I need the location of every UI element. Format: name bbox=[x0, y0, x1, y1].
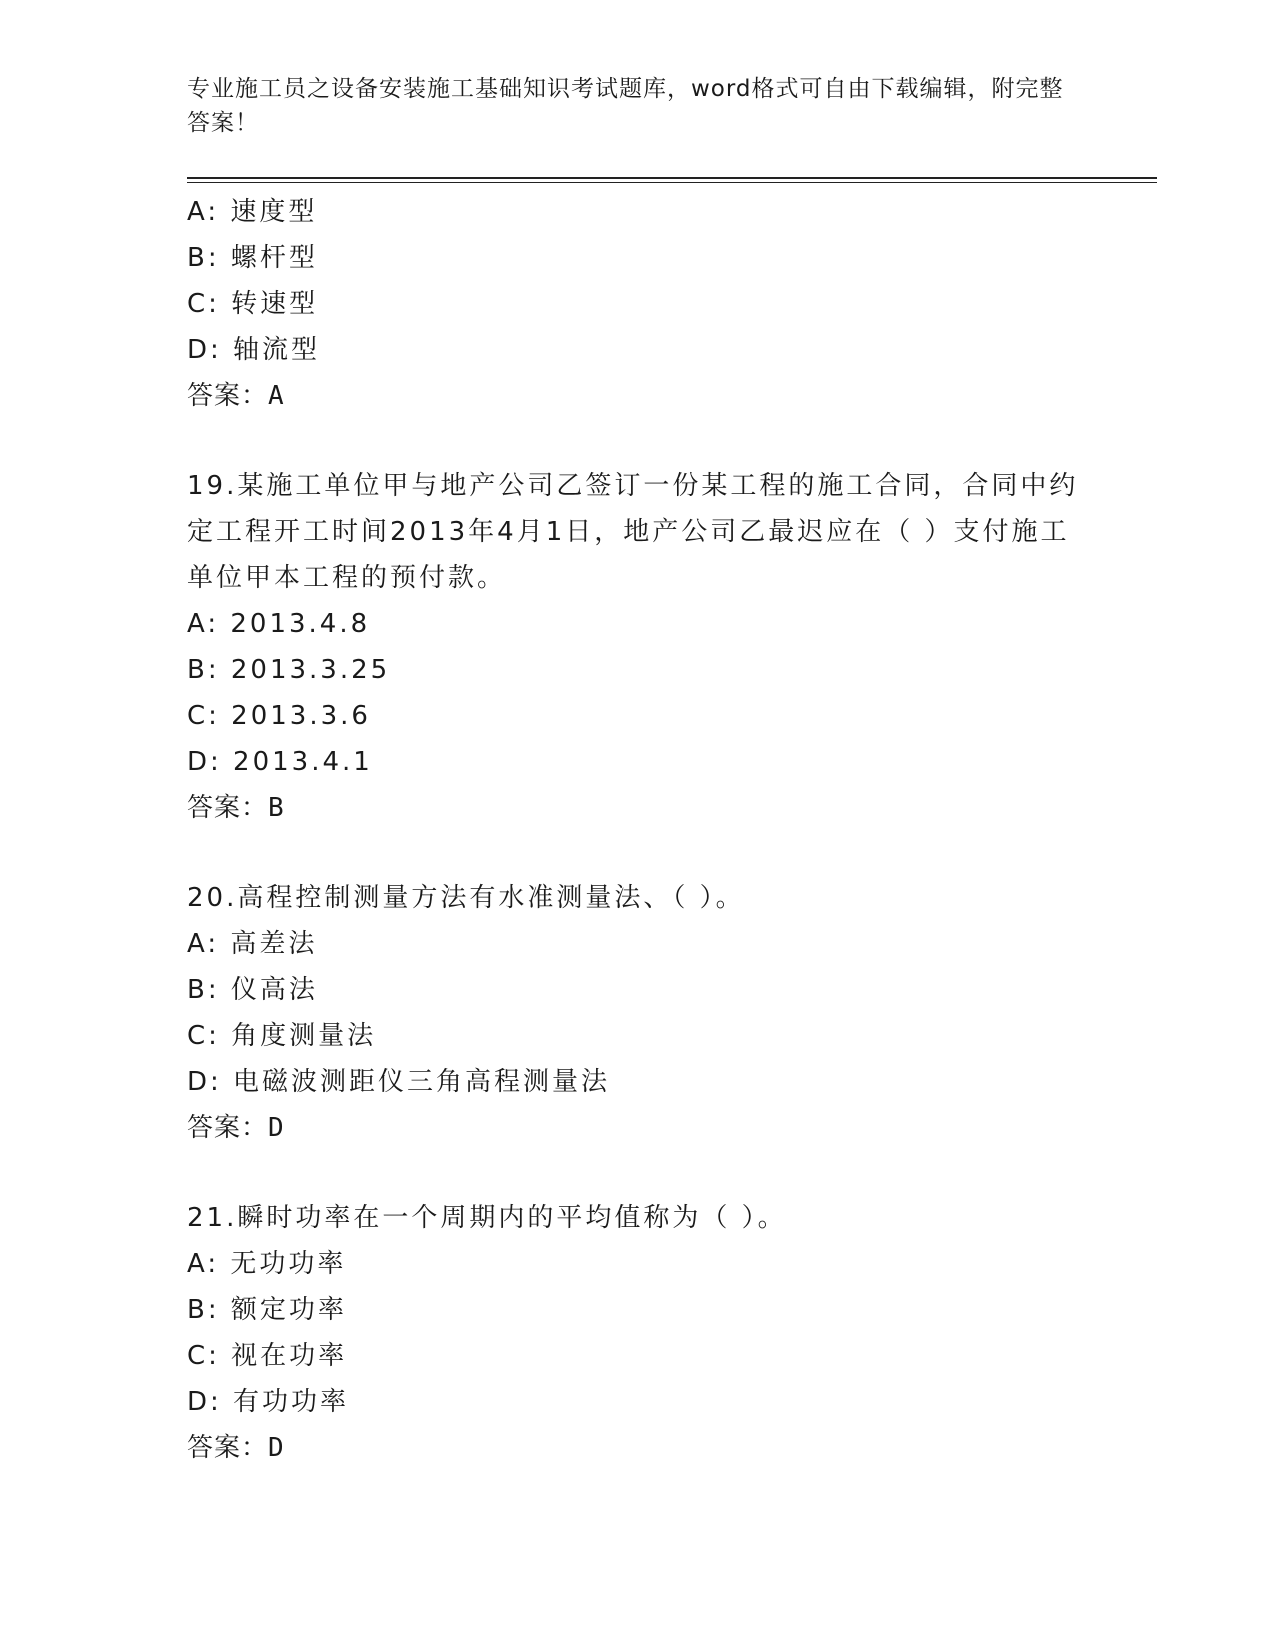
question-19 bbox=[187, 463, 1087, 831]
option-c: C: 角度测量法 bbox=[187, 1021, 377, 1051]
option-d: D: 2013.4.1 bbox=[187, 747, 373, 777]
option-a: A: 2013.4.8 bbox=[187, 609, 371, 639]
option-c: C: 2013.3.6 bbox=[187, 701, 371, 731]
header-rule-thin bbox=[187, 182, 1157, 183]
option-b: B: 螺杆型 bbox=[187, 243, 318, 273]
option-b: B: 额定功率 bbox=[187, 1295, 347, 1325]
question-text: 20.高程控制测量方法有水准测量法、（ ）。 bbox=[187, 883, 745, 913]
question-list bbox=[187, 189, 1087, 1471]
header-rule-thick bbox=[187, 177, 1157, 179]
option-d: D: 轴流型 bbox=[187, 335, 321, 365]
option-b: B: 2013.3.25 bbox=[187, 655, 391, 685]
document-header: 专业施工员之设备安装施工基础知识考试题库，word格式可自由下载编辑，附完整答案！ bbox=[187, 76, 1064, 136]
question-21 bbox=[187, 1195, 1087, 1471]
option-b: B: 仪高法 bbox=[187, 975, 318, 1005]
previous-question-block bbox=[187, 189, 1087, 419]
option-c: C: 转速型 bbox=[187, 289, 319, 319]
option-a: A: 高差法 bbox=[187, 929, 318, 959]
question-text: 21.瞬时功率在一个周期内的平均值称为（ ）。 bbox=[187, 1203, 787, 1233]
option-a: A: 无功功率 bbox=[187, 1249, 347, 1279]
answer-line: 答案：D bbox=[187, 1113, 285, 1143]
option-c: C: 视在功率 bbox=[187, 1341, 348, 1371]
answer-line: 答案：A bbox=[187, 381, 285, 411]
question-text: 19.某施工单位甲与地产公司乙签订一份某工程的施工合同，合同中约定工程开工时间2013年4月1日，地产公司乙最迟应在（ ）支付施工单位甲本工程的预付款。 bbox=[187, 471, 1079, 593]
answer-line: 答案：D bbox=[187, 1433, 285, 1463]
option-d: D: 电磁波测距仪三角高程测量法 bbox=[187, 1067, 611, 1097]
option-d: D: 有功功率 bbox=[187, 1387, 350, 1417]
answer-line: 答案：B bbox=[187, 793, 285, 823]
question-20 bbox=[187, 875, 1087, 1151]
option-a: A: 速度型 bbox=[187, 197, 318, 227]
